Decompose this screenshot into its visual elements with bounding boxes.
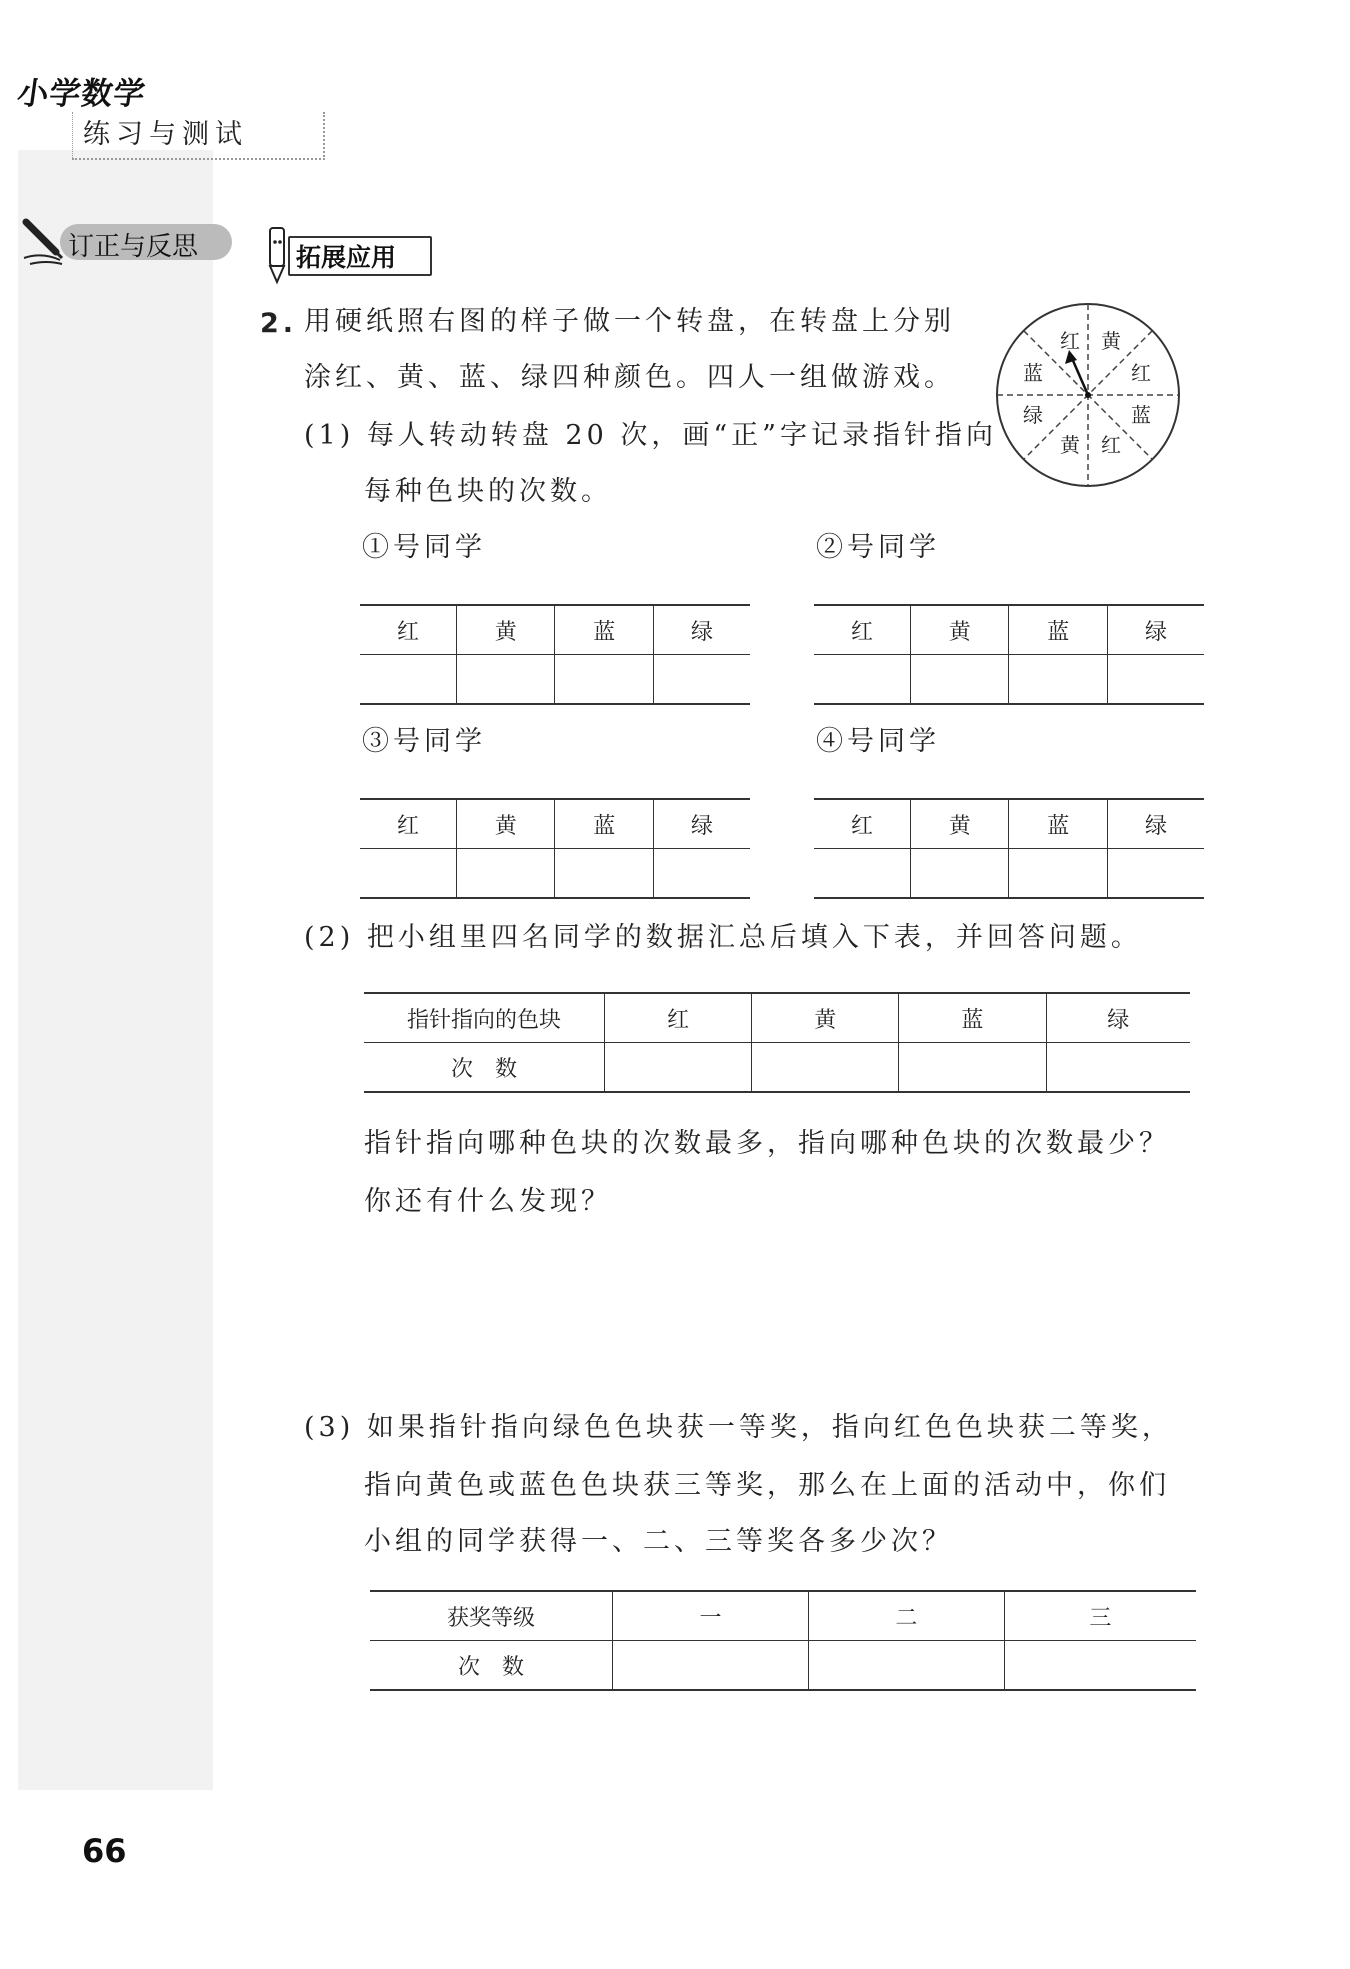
- part2-instruction: (2) 把小组里四名同学的数据汇总后填入下表，并回答问题。: [304, 922, 1142, 953]
- student-1-table: [360, 604, 750, 705]
- table-blank-cell[interactable]: [910, 655, 1009, 705]
- part1-line-2: 每种色块的次数。: [364, 476, 612, 507]
- summary-count-label: 次 数: [364, 1043, 605, 1093]
- table-header-cell: 黄: [456, 799, 555, 849]
- student-3-table: [360, 798, 750, 899]
- book-title: 小学数学: [14, 76, 149, 112]
- table-header-cell: 黄: [910, 799, 1009, 849]
- table-header-cell: 蓝: [1009, 799, 1108, 849]
- question-line-1: 用硬纸照右图的样子做一个转盘，在转盘上分别: [304, 306, 955, 337]
- spinner-sector-label: 黄: [1101, 329, 1121, 353]
- prize-count-label: 次 数: [370, 1641, 613, 1691]
- table-header-cell: 绿: [654, 799, 750, 849]
- spinner-sector-label: 红: [1101, 433, 1121, 457]
- table-header-cell: 红: [605, 993, 752, 1043]
- table-blank-cell[interactable]: [1004, 1641, 1196, 1691]
- book-subtitle: 练习与测试: [83, 119, 248, 150]
- table-blank-cell[interactable]: [910, 849, 1009, 899]
- section-title-box: [288, 236, 432, 276]
- table-header-cell: 蓝: [555, 799, 654, 849]
- part1-line-1: (1) 每人转动转盘 20 次，画“正”字记录指针指向: [304, 420, 997, 451]
- table-header-cell: 黄: [456, 605, 555, 655]
- table-header-cell: 黄: [910, 605, 1009, 655]
- table-header-cell: 红: [360, 605, 456, 655]
- table-blank-cell[interactable]: [1046, 1043, 1190, 1093]
- spinner-sector-label: 黄: [1060, 433, 1080, 457]
- summary-row-header: 指针指向的色块: [364, 993, 605, 1043]
- spinner-sector-label: 蓝: [1131, 403, 1151, 427]
- table-header-cell: 一: [613, 1591, 809, 1641]
- table-blank-cell[interactable]: [613, 1641, 809, 1691]
- table-blank-cell[interactable]: [360, 655, 456, 705]
- part3-line-1: (3) 如果指针指向绿色色块获一等奖，指向红色色块获二等奖，: [304, 1412, 1173, 1443]
- margin-column: [18, 150, 213, 1790]
- spinner-sector-label: 绿: [1023, 403, 1043, 427]
- table-blank-cell[interactable]: [1108, 655, 1204, 705]
- spinner-sector-label: 蓝: [1023, 361, 1043, 385]
- spinner-sector-label: 红: [1131, 361, 1151, 385]
- table-header-cell: 蓝: [899, 993, 1046, 1043]
- table-blank-cell[interactable]: [814, 849, 910, 899]
- student-4-label: ④号同学: [816, 726, 940, 757]
- table-blank-cell[interactable]: [605, 1043, 752, 1093]
- table-header-cell: 蓝: [555, 605, 654, 655]
- table-header-cell: 蓝: [1009, 605, 1108, 655]
- table-header-cell: 绿: [1108, 605, 1204, 655]
- correction-label: 订正与反思: [68, 232, 199, 262]
- prize-row-header: 获奖等级: [370, 1591, 613, 1641]
- part3-line-2: 指向黄色或蓝色色块获三等奖，那么在上面的活动中，你们: [364, 1470, 1170, 1501]
- student-3-label: ③号同学: [362, 726, 486, 757]
- table-blank-cell[interactable]: [360, 849, 456, 899]
- table-blank-cell[interactable]: [456, 655, 555, 705]
- table-blank-cell[interactable]: [1009, 655, 1108, 705]
- table-blank-cell[interactable]: [752, 1043, 899, 1093]
- page-number: 66: [82, 1832, 127, 1870]
- prize-table: [370, 1590, 1196, 1691]
- correction-reflection-label: [22, 220, 212, 260]
- part2-question-1: 指针指向哪种色块的次数最多，指向哪种色块的次数最少？: [364, 1128, 1170, 1159]
- part2-question-2: 你还有什么发现？: [364, 1186, 612, 1217]
- table-blank-cell[interactable]: [1108, 849, 1204, 899]
- table-blank-cell[interactable]: [654, 655, 750, 705]
- table-header-cell: 绿: [1046, 993, 1190, 1043]
- table-header-cell: 黄: [752, 993, 899, 1043]
- student-4-table: [814, 798, 1204, 899]
- student-1-label: ①号同学: [362, 532, 486, 563]
- table-header-cell: 绿: [1108, 799, 1204, 849]
- book-subtitle-box: [72, 112, 325, 160]
- table-header-cell: 绿: [654, 605, 750, 655]
- table-header-cell: 二: [808, 1591, 1004, 1641]
- table-header-cell: 红: [360, 799, 456, 849]
- student-2-table: [814, 604, 1204, 705]
- section-title: 拓展应用: [296, 243, 397, 272]
- spinner-diagram: [993, 300, 1183, 490]
- table-blank-cell[interactable]: [555, 849, 654, 899]
- table-blank-cell[interactable]: [456, 849, 555, 899]
- table-header-cell: 红: [814, 799, 910, 849]
- table-blank-cell[interactable]: [808, 1641, 1004, 1691]
- table-blank-cell[interactable]: [899, 1043, 1046, 1093]
- spinner-sector-label: 红: [1060, 329, 1080, 353]
- table-header-cell: 三: [1004, 1591, 1196, 1641]
- question-number: 2.: [260, 308, 298, 339]
- summary-table: [364, 992, 1190, 1093]
- table-blank-cell[interactable]: [555, 655, 654, 705]
- table-blank-cell[interactable]: [814, 655, 910, 705]
- student-2-label: ②号同学: [816, 532, 940, 563]
- part3-line-3: 小组的同学获得一、二、三等奖各多少次？: [364, 1526, 953, 1557]
- table-blank-cell[interactable]: [1009, 849, 1108, 899]
- table-header-cell: 红: [814, 605, 910, 655]
- question-line-2: 涂红、黄、蓝、绿四种颜色。四人一组做游戏。: [304, 362, 955, 393]
- table-blank-cell[interactable]: [654, 849, 750, 899]
